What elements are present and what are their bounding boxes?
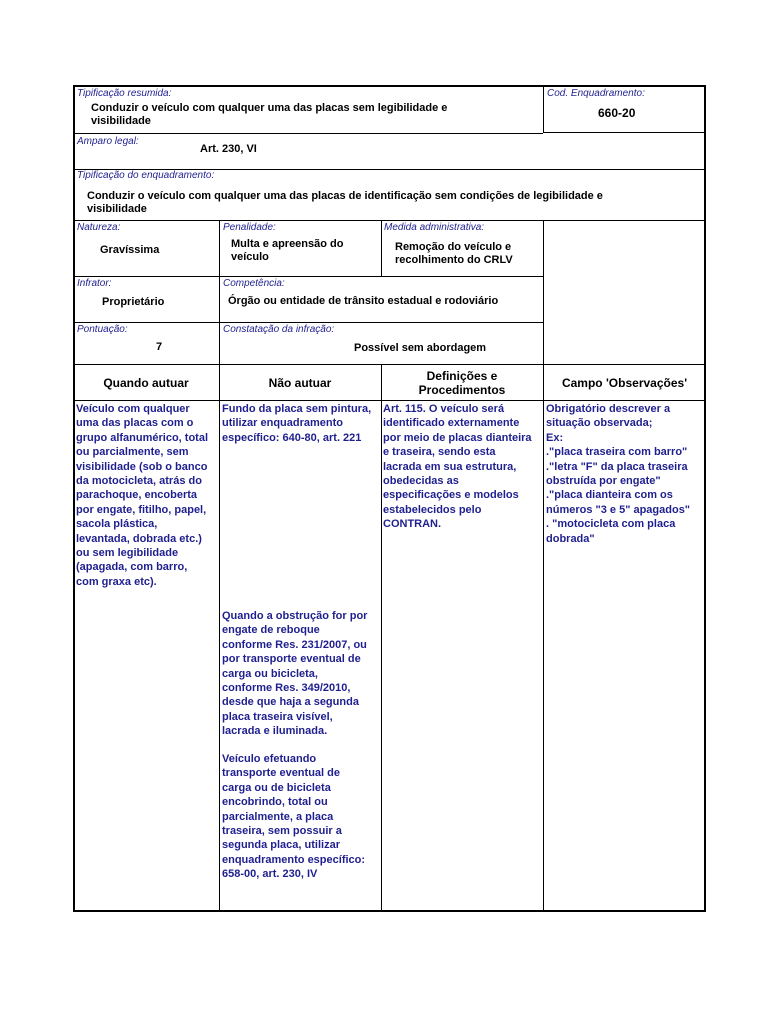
infrator-label: Infrator: — [77, 278, 112, 289]
nao-autuar-text-2: Quando a obstrução for por engate de reboque conforme Res. 231/2007, ou por transporte eventual de carga ou bicicleta, conforme Res. 349/2010, desde que haja a segunda placa traseira visível, lacrada e iluminada. — [222, 610, 368, 738]
cod-enquadramento-label: Cod. Enquadramento: — [547, 88, 645, 99]
rule-5 — [73, 276, 543, 277]
constatacao-value: Possível sem abordagem — [354, 342, 487, 354]
rule-7 — [73, 364, 706, 365]
tipificacao-enquadramento-label: Tipificação do enquadramento: — [77, 170, 215, 181]
col-right — [543, 220, 544, 912]
nao-autuar-text-1: Fundo da placa sem pintura, utilizar enquadramento específico: 640-80, art. 221 — [222, 403, 372, 444]
cod-enquadramento-value: 660-20 — [598, 106, 636, 120]
infraction-form — [73, 85, 706, 912]
rule-2 — [73, 133, 543, 134]
constatacao-label: Constatação da infração: — [223, 324, 335, 335]
tipificacao-resumida-value: Conduzir o veículo com qualquer uma das placas sem legibilidade e visibilidade — [91, 102, 448, 127]
infrator-value: Proprietário — [102, 296, 165, 308]
penalidade-label: Penalidade: — [223, 222, 276, 233]
header-observacoes: Campo 'Observações' — [561, 376, 688, 390]
border-top — [73, 85, 706, 87]
pontuacao-label: Pontuação: — [77, 324, 128, 335]
col-2 — [219, 220, 220, 365]
rule-4 — [73, 220, 706, 221]
medida-administrativa-label: Medida administrativa: — [384, 222, 485, 233]
border-bottom — [73, 910, 706, 912]
nao-autuar-text-3: Veículo efetuando transporte eventual de carga ou de bicicleta encobrindo, total ou parcialmente, a placa traseira, sem possuir a segunda placa, utilizar enquadramento específico: 658-00, art. 230, IV — [222, 753, 366, 881]
header-nao-autuar: Não autuar — [268, 376, 332, 390]
col-cod — [543, 85, 544, 133]
medida-administrativa-value: Remoção do veículo e recolhimento do CRLV — [395, 241, 513, 266]
header-quando-autuar: Quando autuar — [103, 376, 189, 390]
amparo-legal-label: Amparo legal: — [77, 136, 139, 147]
col-3 — [381, 220, 382, 277]
competencia-value: Órgão ou entidade de trânsito estadual e rodoviário — [228, 295, 499, 307]
col-2b — [219, 364, 220, 912]
border-left — [73, 85, 75, 912]
definicoes-text: Art. 115. O veículo será identificado externamente por meio de placas dianteira e traseira, sendo esta lacrada em sua estrutura, obedecidas as especificações e modelos estabelecidos pelo CONTRAN. — [383, 403, 532, 531]
competencia-label: Competência: — [223, 278, 285, 289]
amparo-legal-value: Art. 230, VI — [200, 143, 257, 155]
penalidade-value: Multa e apreensão do veículo — [231, 238, 344, 263]
rule-1 — [543, 132, 706, 133]
pontuacao-value: 7 — [156, 341, 163, 353]
natureza-value: Gravíssima — [100, 244, 160, 256]
header-definicoes: Definições e Procedimentos — [418, 369, 506, 397]
observacoes-text: Obrigatório descrever a situação observada; Ex: ."placa traseira com barro" ."letra "F" da placa traseira obstruída por engate" ."placa dianteira com os números "3 e 5" apagados" . "motocicleta com placa dobrada" — [546, 403, 691, 545]
natureza-label: Natureza: — [77, 222, 121, 233]
rule-6 — [73, 322, 543, 323]
rule-8 — [73, 400, 706, 401]
quando-autuar-text: Veículo com qualquer uma das placas com o grupo alfanumérico, total ou parcialmente, sem visibilidade (sob o banco da motocicleta, atrás do parachoque, encoberta por engate, fitilho, papel, sacola plástica, levantada, dobrada etc.) ou sem legibilidade (apagada, com barro, com graxa etc). — [76, 403, 209, 588]
tipificacao-resumida-label: Tipificação resumida: — [77, 88, 172, 99]
tipificacao-enquadramento-value: Conduzir o veículo com qualquer uma das placas de identificação sem condições de legibilidade e visibilidade — [87, 190, 603, 215]
